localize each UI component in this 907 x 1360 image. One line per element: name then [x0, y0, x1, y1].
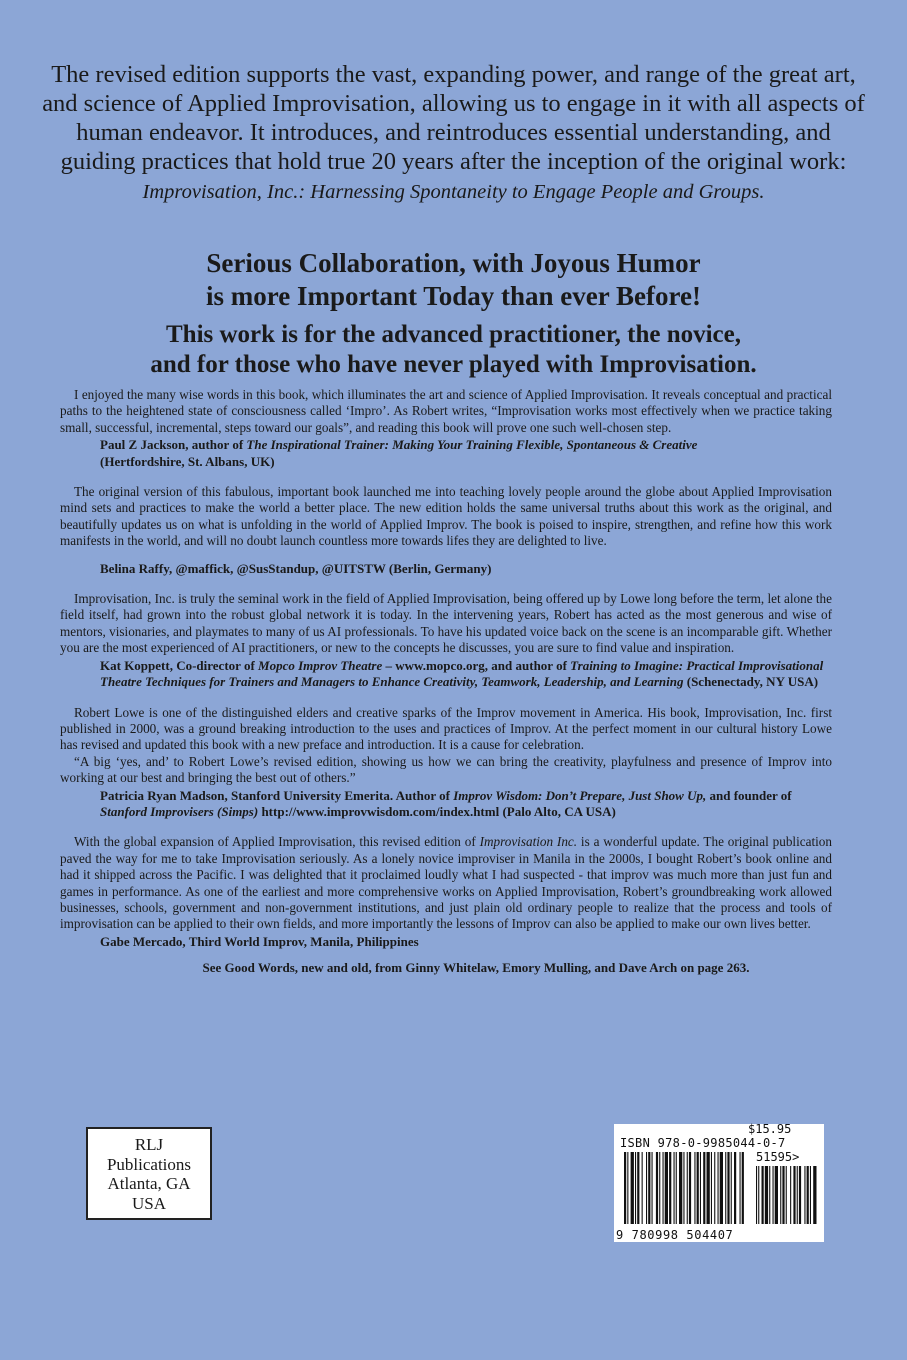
barcode-bar [727, 1152, 729, 1224]
barcode-bar [659, 1152, 660, 1224]
barcode-bar [624, 1152, 626, 1224]
barcode-bar [718, 1152, 719, 1224]
barcode-bar [663, 1152, 664, 1224]
barcode-bar [637, 1152, 639, 1224]
barcode-bar [689, 1152, 691, 1224]
attribution-name: Kat Koppett, Co-director of [100, 657, 259, 673]
barcode-addon-bar [790, 1166, 791, 1224]
barcode-bar [742, 1152, 744, 1224]
barcode-bar [648, 1152, 650, 1224]
barcode-bar [714, 1152, 715, 1224]
barcode-bar [631, 1152, 634, 1224]
see-more-note: See Good Words, new and old, from Ginny Whitelaw, Emory Mulling, and Dave Arch on page 263. [202, 960, 750, 976]
barcode-addon-bar [775, 1166, 778, 1224]
barcode-bar [707, 1152, 710, 1224]
barcode-bar [635, 1152, 636, 1224]
quote-part: is a wonderful update. The original publication paved the way for me to take Improvisation seriously. As a lonely novice improviser in Manila in the 2000s, I bought Robert’s book online and had it shipped across the Pacific. I was delighted that it proclaimed loudly what I had suspected - that improv was much more than just fun and games in performance. As one of the earliest and more comprehensive works on Applied Improvisation, Robert’s groundbreaking work allowed businesses, schools, government and non-government institutions, and just plain old ordinary people to realize that the process and tools of improvisation can be applied to their own fields, and more importantly the lessons of Improv can also be applied to make our own lives better. [60, 834, 832, 932]
barcode-bar [679, 1152, 682, 1224]
barcode-bar [642, 1152, 643, 1224]
barcode-addon-bar [793, 1166, 795, 1224]
barcode-bar [674, 1152, 675, 1224]
audience-line-2: and for those who have never played with Improvisation. [150, 351, 757, 378]
attribution-place: http://www.improvwisdom.com/index.html (Palo Alto, CA USA) [258, 803, 616, 819]
barcode-addon-bar [797, 1166, 798, 1224]
audience-line-1: This work is for the advanced practitioner, the novice, [166, 321, 741, 348]
barcode-addon-bar [799, 1166, 801, 1224]
attribution-work: The Inspirational Trainer: Making Your Training Flexible, Spontaneous & Creative [246, 437, 698, 453]
slogan [40, 247, 867, 313]
testimonial-quote: Robert Lowe is one of the distinguished elders and creative sparks of the Improv movement in America. His book, Improvisation, Inc. first published in 2000, was a ground breaking introduction to the uses and practices of Improv. At the perfect moment in our cultural history Lowe has revised and updated this book with a new preface and introduction. It is a cause for celebration. [60, 704, 832, 753]
testimonial-quote: Improvisation, Inc. is truly the seminal work in the field of Applied Improvisation, being offered up by Lowe long before the term, let alone the field itself, had grown into the robust global network it is today. In the intervening years, Robert has acted as the most generous and wise of mentors, visionaries, and playmates to many of us AI professionals. To have his updated voice back on the scene is an incomparable gift. Whether you are the most experienced of AI practitioners, or new to the concepts he discusses, you are sure to find value and inspiration. [60, 591, 832, 656]
publisher-line-1: RLJ [134, 1135, 164, 1154]
testimonial-quote-2: “A big ‘yes, and’ to Robert Lowe’s revised edition, showing us how we can bring the creativity, playfulness and presence of Improv into working at our best and bringing the best out of others.” [60, 753, 832, 786]
testimonial-quote [60, 834, 832, 932]
attribution-org: Mopco Improv Theatre [258, 657, 383, 673]
attribution-mid: – www.mopco.org, and author of [382, 657, 571, 673]
barcode-bar [652, 1152, 653, 1224]
testimonial-attribution [100, 437, 832, 470]
attribution-mid: and founder of [706, 787, 792, 803]
original-title: Improvisation, Inc.: Harnessing Spontaneity to Engage People and Groups. [142, 181, 765, 203]
barcode-addon-bar [756, 1166, 757, 1224]
testimonial-attribution [100, 561, 832, 577]
barcode-addon-bar [762, 1166, 764, 1224]
quote-part: With the global expansion of Applied Improvisation, this revised edition of [74, 834, 480, 850]
intro-paragraph [40, 60, 867, 207]
barcode-bar [697, 1152, 699, 1224]
barcode-bar [694, 1152, 695, 1224]
isbn-label: ISBN 978-0-9985044-0-7 [620, 1136, 786, 1150]
barcode-bar [676, 1152, 677, 1224]
attribution-name: Paul Z Jackson, author of [100, 437, 247, 453]
barcode-addon-bar [765, 1166, 768, 1224]
barcode-addon-bar [804, 1166, 805, 1224]
barcode-bar [646, 1152, 647, 1224]
barcode-addon-bar [807, 1166, 809, 1224]
barcode-addon-bar [810, 1166, 811, 1224]
publisher-line-3: Atlanta, GA [107, 1174, 191, 1193]
barcode-bar [665, 1152, 668, 1224]
barcode-addon-bar [782, 1166, 784, 1224]
barcode-bar [734, 1152, 736, 1224]
ean-number: 9 780998 504407 [616, 1228, 734, 1242]
testimonial-attribution [100, 658, 832, 691]
barcode-addon-bar [780, 1166, 781, 1224]
attribution-name: Belina Raffy, @maffick, @SusStandup, @UITSTW (Berlin, Germany) [100, 560, 492, 576]
barcode-addon-bar [813, 1166, 816, 1224]
barcode-addon-bar [786, 1166, 787, 1224]
barcode-bar [669, 1152, 671, 1224]
price-code: 51595> [756, 1150, 800, 1164]
testimonial-quote: The original version of this fabulous, important book launched me into teaching lovely people around the globe about Applied Improvisation mind sets and practices to make the world a better place. The new edition holds the same universal truths about this work as the original, and beautifully updates us on what is unfolding in the world of Applied Improv. The book is poised to inspire, strengthen, and refine how this work manifests in the world, and will no doubt launch countless more towards lifes they are delighted to live. [60, 484, 832, 549]
testimonial-attribution [100, 788, 832, 821]
attribution-place: (Schenectady, NY USA) [683, 674, 819, 690]
testimonial-quote: I enjoyed the many wise words in this book, which illuminates the art and science of Applied Improvisation. It reveals conceptual and practical paths to the heightened state of consciousness called ‘Impro’. As Robert writes, “Improvisation works most effectively when we practice taking small, successful, incremental, steps toward our goals”, and reading this book will prove one such well-chosen step. [60, 387, 832, 435]
testimonial-attribution [100, 934, 832, 950]
price-label: $15.95 [748, 1122, 792, 1136]
attribution-work: Training to Imagine: Practical Improvisational Theatre Techniques for Trainers and Managers to Enhance Creativity, Teamwork, Leadership, and Learning [100, 657, 824, 690]
barcode-bar [700, 1152, 701, 1224]
publisher-line-2: Publications [106, 1154, 192, 1174]
slogan-line-1: Serious Collaboration, with Joyous Humor [206, 248, 701, 278]
barcode-bar [725, 1152, 726, 1224]
barcode-bar [687, 1152, 688, 1224]
barcode-addon-bar [758, 1166, 759, 1224]
barcode-bar [656, 1152, 658, 1224]
barcode-bar [703, 1152, 705, 1224]
testimonials [60, 387, 832, 977]
audience-statement [40, 320, 867, 380]
attribution-name: Gabe Mercado, Third World Improv, Manila, Philippines [100, 933, 419, 949]
barcode-bar [731, 1152, 732, 1224]
publisher-box [86, 1127, 212, 1220]
attribution-name: Patricia Ryan Madson, Stanford University Emerita. Author of [100, 787, 454, 803]
attribution-work: Improv Wisdom: Don’t Prepare, Just Show Up, [453, 787, 707, 803]
barcode-addon-bar [773, 1166, 774, 1224]
barcode-addon-bar [769, 1166, 770, 1224]
intro-text: The revised edition supports the vast, expanding power, and range of the great art, and science of Applied Improvisation, allowing us to engage in it with all aspects of human endeavor. It introduces, and reintroduces essential understanding, and guiding practices that hold true 20 years after the inception of the original work: [42, 61, 865, 175]
barcode-bar [627, 1152, 628, 1224]
barcode-bar [720, 1152, 723, 1224]
barcode-bar [711, 1152, 712, 1224]
barcode-bar [740, 1152, 741, 1224]
quote-title: Improvisation Inc. [479, 834, 578, 850]
isbn-barcode [614, 1124, 824, 1242]
publisher-line-4: USA [131, 1193, 166, 1213]
barcode-bar [683, 1152, 684, 1224]
attribution-place: (Hertfordshire, St. Albans, UK) [100, 453, 275, 469]
attribution-org: Stanford Improvisers (Simps) [100, 803, 259, 819]
slogan-line-2: is more Important Today than ever Before! [206, 281, 701, 311]
